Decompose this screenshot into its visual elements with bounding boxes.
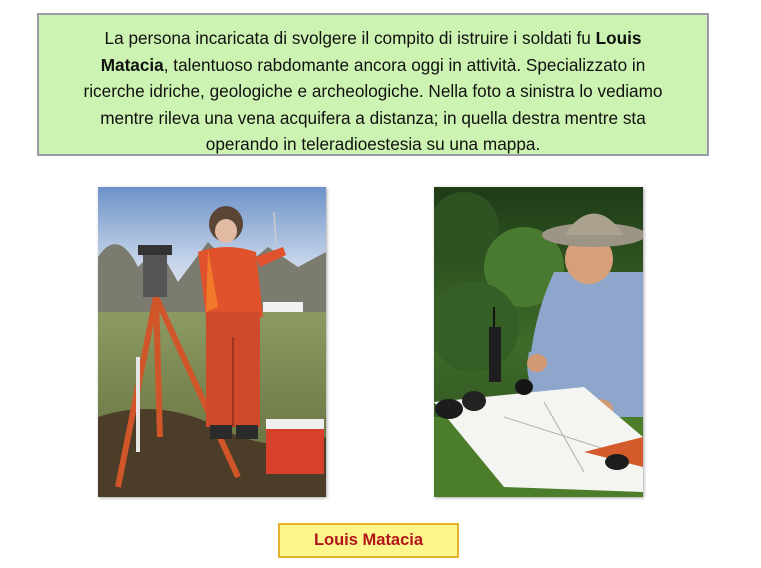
caption-name-bold-1: Louis — [595, 28, 642, 48]
photo-dowsing-field — [98, 187, 326, 497]
caption-name-bold-2: Matacia — [100, 54, 164, 75]
caption-line-2: Matacia, talentuoso rabdomante ancora oggi in attività. Specializzato in — [100, 54, 646, 75]
name-label-box — [278, 523, 459, 558]
caption-line-3: ricerche idriche, geologiche e archeologiche. Nella foto a sinistra lo vediamo — [83, 81, 663, 101]
name-label: Louis Matacia — [313, 531, 424, 549]
caption-line-5: operando in teleradioestesia su una mappa. — [205, 134, 541, 154]
caption-line-1: La persona incaricata di svolgere il compito di istruire i soldati fu Louis — [104, 28, 642, 48]
photo-map-dowsing — [434, 187, 643, 497]
caption-box — [37, 13, 709, 156]
caption-line-4: mentre rileva una vena acquifera a distanza; in quella destra mentre sta — [100, 107, 646, 128]
